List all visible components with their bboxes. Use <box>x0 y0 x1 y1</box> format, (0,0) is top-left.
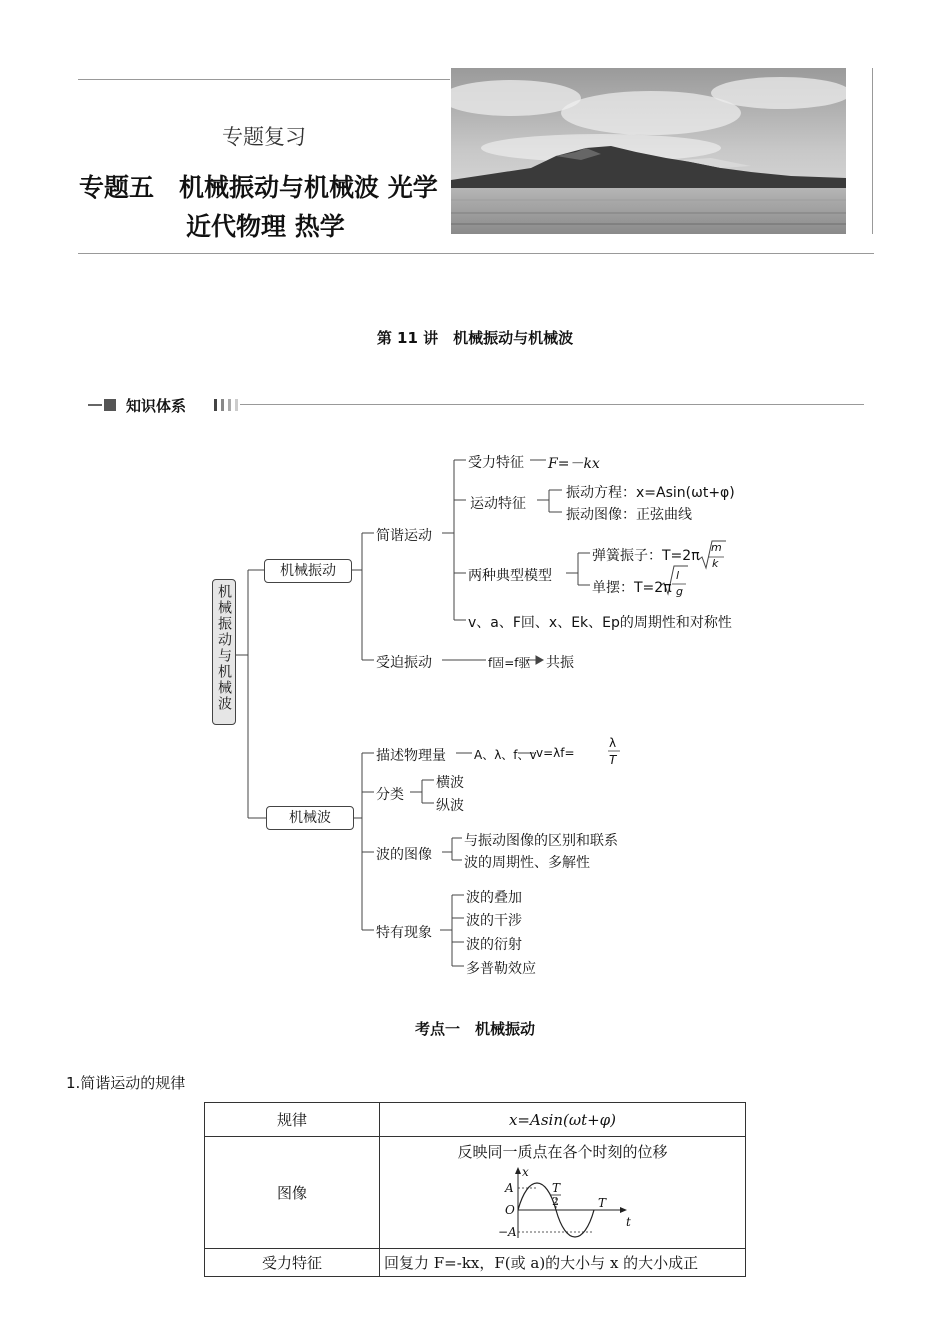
header-title-line1: 专题五 机械振动与机械波 光学 <box>79 173 438 202</box>
mindmap-describe: 描述物理量 <box>376 748 446 764</box>
mindmap-wave-graph: 波的图像 <box>376 847 432 863</box>
mindmap-pendulum: 单摆：T=2π <box>592 580 672 596</box>
shm-rules-table <box>204 1102 746 1277</box>
mindmap-two-models: 两种典型模型 <box>468 568 552 584</box>
mindmap-force-formula: F=－kx <box>548 456 600 472</box>
graph-caption: 反映同一质点在各个时刻的位移 <box>457 1143 668 1161</box>
graph-label-t: t <box>625 1215 631 1229</box>
mindmap-pend-frac-num: l <box>676 569 680 582</box>
mindmap-vib-equation: 振动方程：x=Asin(ωt+φ) <box>566 485 735 501</box>
graph-label-T-half: T <box>551 1181 560 1195</box>
sine-graph <box>488 1164 638 1246</box>
mindmap-relation: v=λf= <box>536 746 575 760</box>
table-row1-left: 图像 <box>205 1137 380 1249</box>
mindmap-ph3: 波的衍射 <box>466 937 522 953</box>
table-row2-left: 受力特征 <box>205 1249 380 1277</box>
graph-label-x: x <box>521 1165 529 1179</box>
mindmap-resonance-cond: f固=f驱 <box>488 656 531 670</box>
lecture-title: 第 11 讲 机械振动与机械波 <box>376 329 574 347</box>
mindmap-resonance: 共振 <box>546 655 574 671</box>
subsection-title: 1.简谐运动的规律 <box>66 1074 186 1092</box>
mindmap-ph1: 波的叠加 <box>466 890 522 906</box>
mindmap-vib-graph: 振动图像：正弦曲线 <box>566 507 692 523</box>
mindmap-graph-item1: 与振动图像的区别和联系 <box>464 833 618 849</box>
mindmap-shm: 简谐运动 <box>376 528 432 544</box>
mindmap-vibration-box <box>264 559 352 583</box>
graph-label-T: T <box>597 1196 606 1210</box>
section-knowledge-title: 知识体系 <box>126 397 187 415</box>
graph-label-negA: −A <box>497 1225 517 1239</box>
mindmap-vibration-label: 机械振动 <box>280 563 336 579</box>
table-row <box>205 1103 746 1137</box>
table-header-right: x=Asin(ωt+φ) <box>380 1103 746 1137</box>
table-header-left: 规律 <box>205 1103 380 1137</box>
mindmap-quantities: A、λ、f、v <box>474 748 537 762</box>
mindmap-force-feature: 受力特征 <box>468 455 524 471</box>
mindmap-phenomena: 特有现象 <box>376 925 432 941</box>
mindmap-spring-frac-den: k <box>712 557 719 570</box>
graph-label-O: O <box>504 1203 515 1217</box>
mindmap-forced: 受迫振动 <box>376 655 432 671</box>
mindmap-relation-num: λ <box>609 736 617 750</box>
mindmap-longitudinal: 纵波 <box>436 798 464 814</box>
mindmap-motion-feature: 运动特征 <box>470 496 526 512</box>
mindmap-graph-item2: 波的周期性、多解性 <box>464 855 590 871</box>
table-row1-right <box>380 1137 746 1249</box>
table-row <box>205 1249 746 1277</box>
topic-title: 考点一 机械振动 <box>414 1020 535 1038</box>
mindmap-periodic: v、a、F回、x、Ek、Ep的周期性和对称性 <box>468 615 732 631</box>
mindmap-ph4: 多普勒效应 <box>466 961 536 977</box>
mindmap-pend-frac-den: g <box>676 585 683 598</box>
graph-label-two: 2 <box>551 1195 559 1208</box>
mindmap-wave-label: 机械波 <box>289 810 331 826</box>
mindmap-relation-den: T <box>609 753 617 767</box>
mindmap-ph2: 波的干涉 <box>466 913 522 929</box>
mindmap-spring: 弹簧振子：T=2π <box>592 548 700 564</box>
header-title-line2: 近代物理 热学 <box>186 212 345 241</box>
mindmap-root-box <box>212 579 236 725</box>
table-row <box>205 1137 746 1249</box>
table-row2-right: 回复力 F=-kx，F(或 a)的大小与 x 的大小成正 <box>380 1249 746 1277</box>
mindmap-classify: 分类 <box>376 787 404 803</box>
mindmap-wave-box <box>266 806 354 830</box>
mindmap-root-label: 机械振动与机械波 <box>216 584 232 712</box>
mindmap-transverse: 横波 <box>436 775 464 791</box>
header-subtitle: 专题复习 <box>222 125 306 149</box>
graph-label-A: A <box>504 1181 514 1195</box>
mindmap-spring-frac-num: m <box>711 541 722 554</box>
